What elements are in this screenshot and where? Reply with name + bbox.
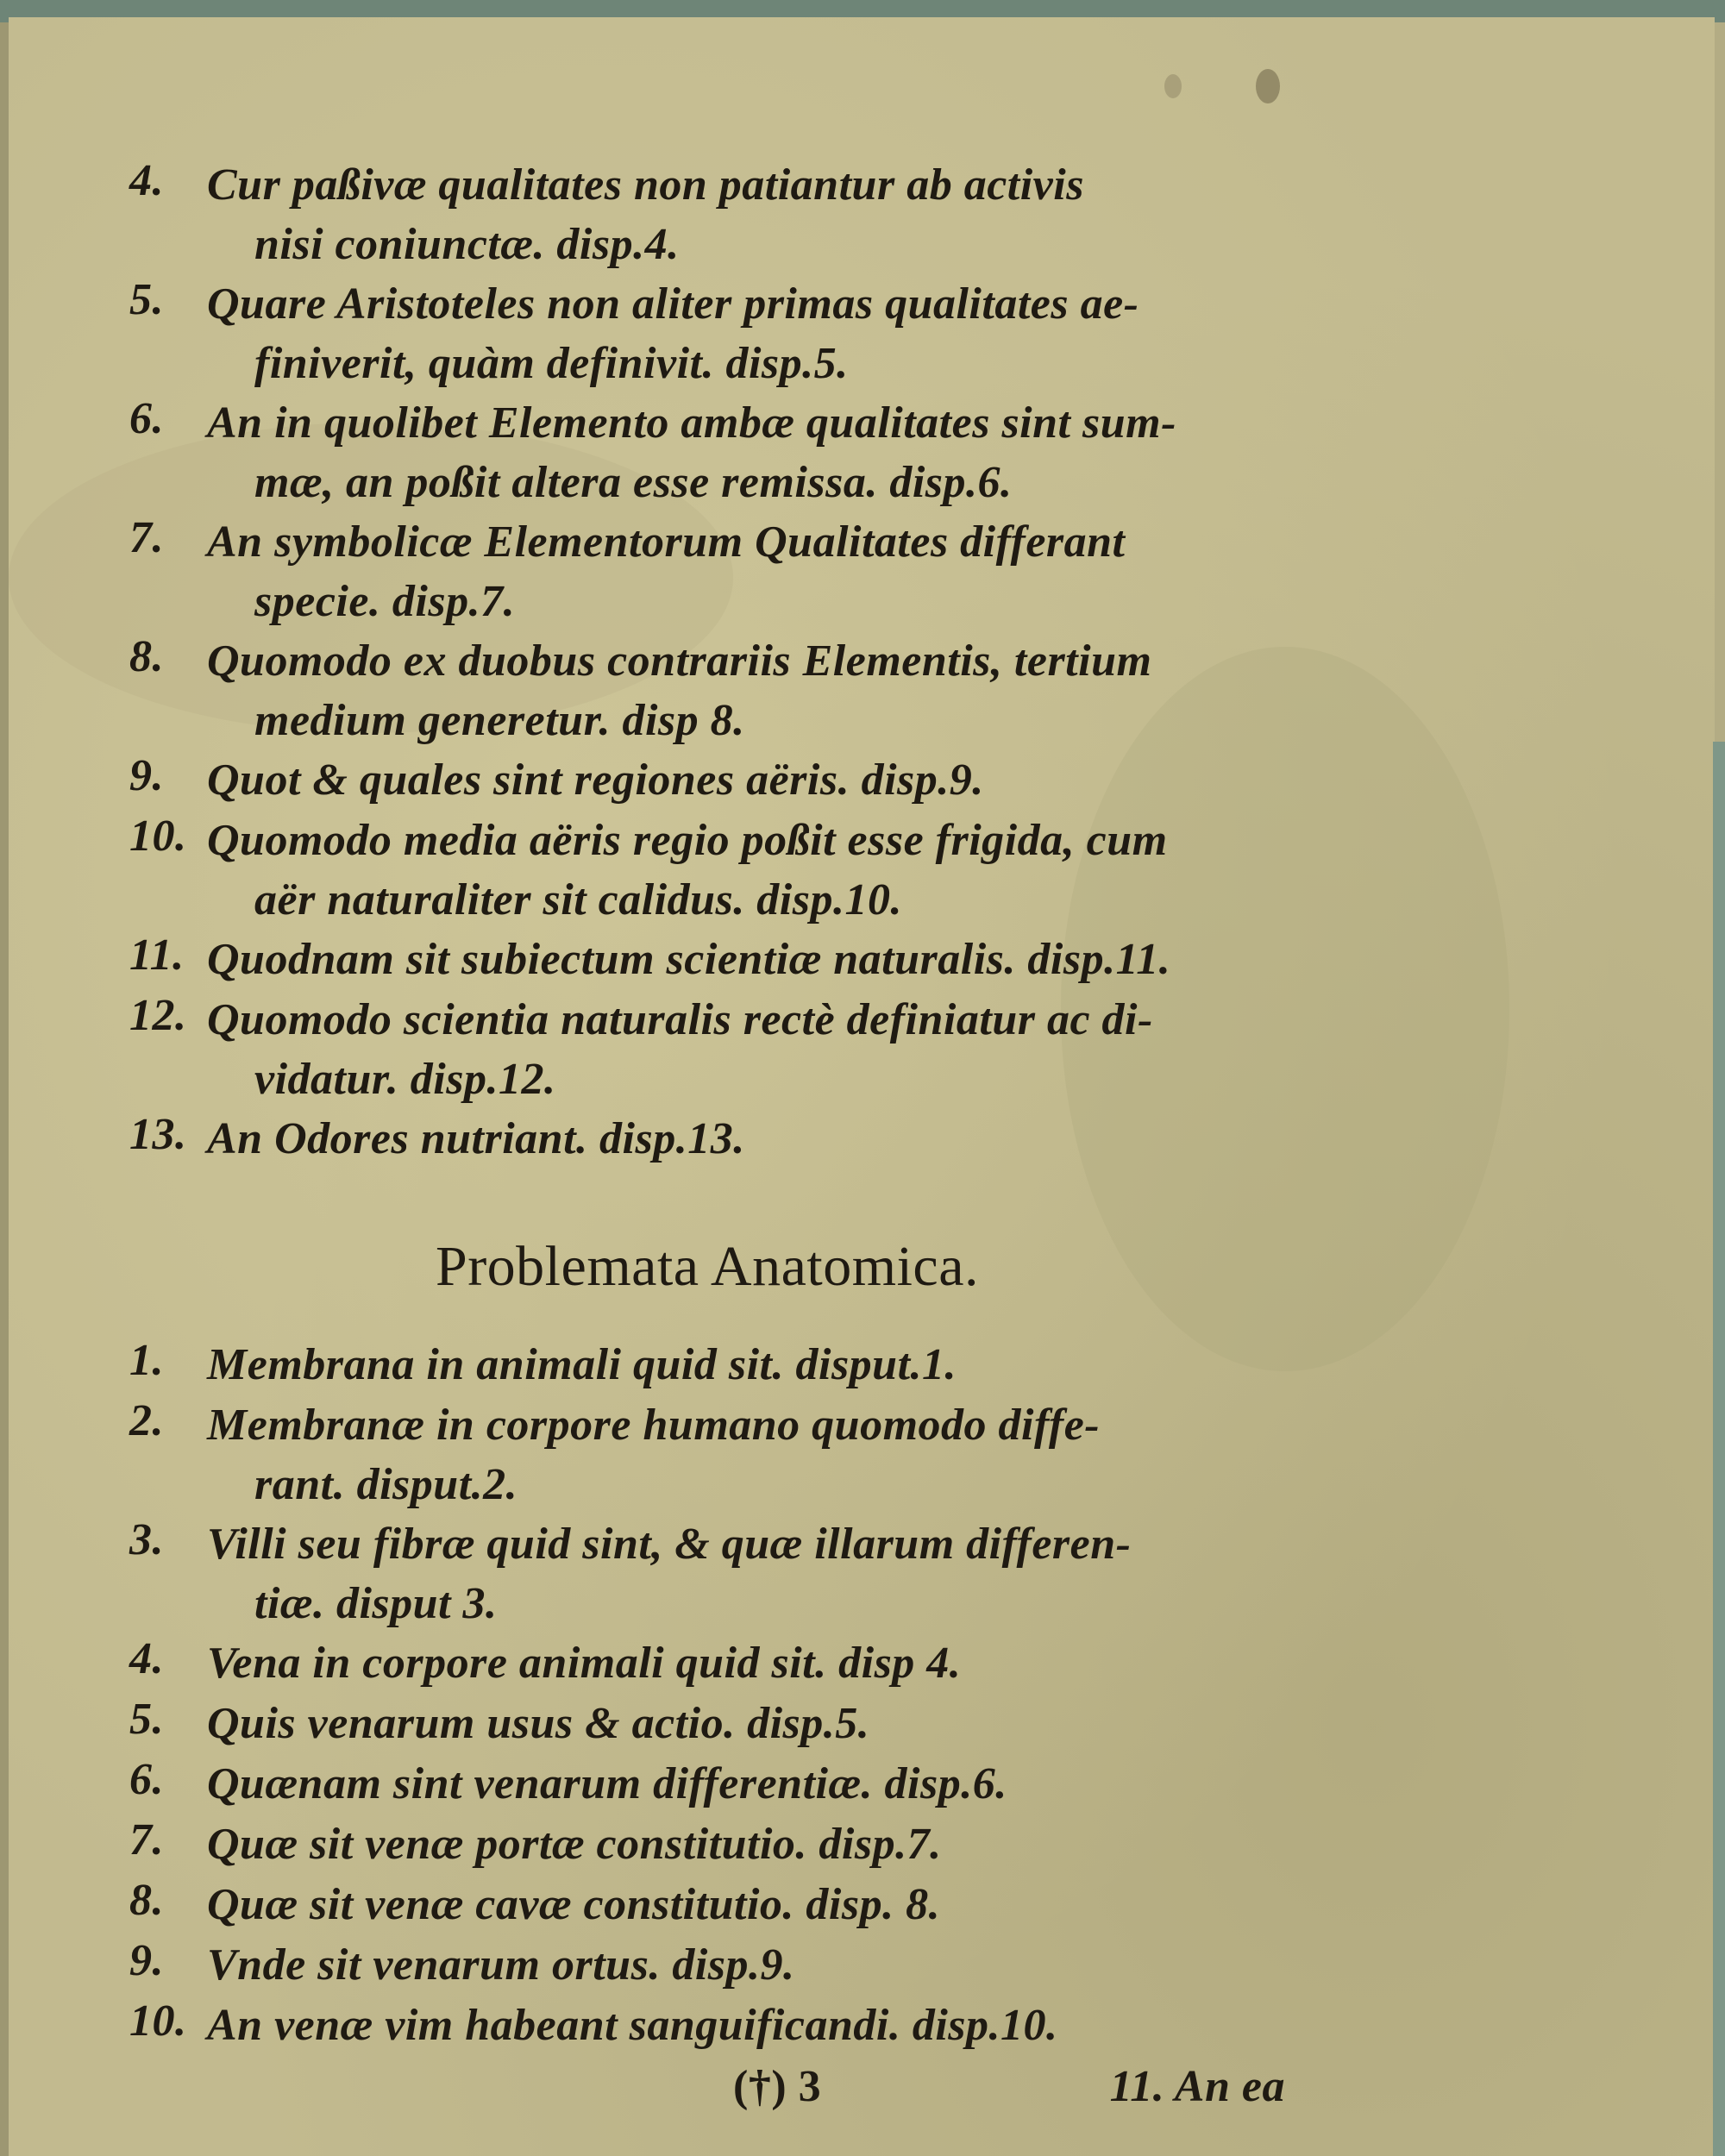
list-item — [129, 512, 1285, 631]
item-number: 2. — [129, 1396, 164, 1445]
natural-problems-list — [129, 155, 1285, 1169]
list-item — [129, 1754, 1285, 1814]
item-text: Quomodo scientia naturalis rectè definiatur ac di- — [207, 995, 1153, 1044]
item-text: Quæ sit venæ portæ constitutio. disp.7. — [207, 1820, 942, 1869]
list-item — [129, 1395, 1285, 1514]
item-number: 12. — [129, 991, 187, 1040]
item-text: Membrana in animali quid sit. disput.1. — [207, 1340, 957, 1389]
item-number: 9. — [129, 751, 164, 800]
item-text: An symbolicæ Elementorum Qualitates differant — [207, 517, 1126, 567]
item-number: 4. — [129, 156, 164, 205]
list-item — [129, 930, 1285, 990]
list-item — [129, 631, 1285, 750]
item-number: 10. — [129, 812, 187, 861]
item-text: Quare Aristoteles non aliter primas qualitates ae- — [207, 279, 1139, 329]
list-item — [129, 811, 1285, 930]
list-item — [129, 1694, 1285, 1754]
list-item — [129, 1109, 1285, 1169]
item-number: 13. — [129, 1110, 187, 1159]
item-text: An venæ vim habeant sanguificandi. disp.10. — [207, 2001, 1058, 2050]
list-item — [129, 1875, 1285, 1935]
item-text: Cur paßivæ qualitates non patiantur ab activis — [207, 160, 1084, 210]
item-number: 6. — [129, 394, 164, 443]
item-number: 8. — [129, 632, 164, 681]
item-number: 7. — [129, 513, 164, 562]
book-page — [9, 17, 1715, 2156]
item-text: Villi seu fibræ quid sint, & quæ illarum differen- — [207, 1520, 1132, 1569]
item-number: 9. — [129, 1936, 164, 1985]
list-item — [129, 393, 1285, 512]
list-item — [129, 274, 1285, 393]
item-text-continued: specie. disp.7. — [254, 577, 516, 626]
item-number: 7. — [129, 1815, 164, 1865]
item-number: 5. — [129, 1695, 164, 1744]
list-item — [129, 1633, 1285, 1694]
list-item — [129, 1935, 1285, 1996]
table-of-contents — [129, 155, 1285, 2118]
item-text: Quot & quales sint regiones aëris. disp.9. — [207, 755, 984, 805]
item-number: 8. — [129, 1876, 164, 1925]
item-text: An in quolibet Elemento ambæ qualitates sint sum- — [207, 398, 1176, 448]
item-text-continued: nisi coniunctæ. disp.4. — [254, 220, 680, 269]
list-item — [129, 1514, 1285, 1633]
list-item — [129, 155, 1285, 274]
item-number: 5. — [129, 275, 164, 324]
signature-mark: (†) 3 — [733, 2062, 822, 2111]
anatomical-problems-list — [129, 1335, 1285, 2056]
item-text: Quænam sint venarum differentiæ. disp.6. — [207, 1759, 1007, 1808]
scan-left-edge — [0, 0, 9, 2156]
item-number: 6. — [129, 1755, 164, 1804]
item-text: Vnde sit venarum ortus. disp.9. — [207, 1940, 795, 1990]
item-number: 1. — [129, 1336, 164, 1385]
list-item — [129, 1335, 1285, 1395]
item-text: Quomodo ex duobus contrariis Elementis, tertium — [207, 636, 1152, 686]
item-text: Quodnam sit subiectum scientiæ naturalis. disp.11. — [207, 935, 1171, 984]
item-text: An Odores nutriant. disp.13. — [207, 1114, 745, 1163]
item-text-continued: aër naturaliter sit calidus. disp.10. — [254, 875, 902, 924]
item-number: 10. — [129, 1996, 187, 2046]
item-text: Quomodo media aëris regio poßit esse frigida, cum — [207, 816, 1168, 865]
mount-right-edge — [1713, 742, 1725, 2156]
item-text: Quis venarum usus & actio. disp.5. — [207, 1699, 870, 1748]
list-item — [129, 750, 1285, 811]
list-item — [129, 1996, 1285, 2056]
list-item — [129, 1814, 1285, 1875]
page-footer — [129, 2056, 1285, 2118]
catchword: 11. An ea — [1109, 2062, 1285, 2111]
item-number: 11. — [129, 931, 185, 980]
item-text-continued: finiverit, quàm definivit. disp.5. — [254, 339, 849, 388]
item-text: Membranæ in corpore humano quomodo diffe- — [207, 1401, 1101, 1450]
item-text: Quæ sit venæ cavæ constitutio. disp. 8. — [207, 1880, 941, 1929]
item-text-continued: vidatur. disp.12. — [254, 1055, 556, 1104]
item-number: 4. — [129, 1634, 164, 1683]
item-text-continued: mæ, an poßit altera esse remissa. disp.6. — [254, 458, 1013, 507]
item-text: Vena in corpore animali quid sit. disp 4. — [207, 1639, 962, 1688]
item-text-continued: tiæ. disput 3. — [254, 1579, 498, 1628]
item-text-continued: medium generetur. disp 8. — [254, 696, 745, 745]
item-number: 3. — [129, 1515, 164, 1564]
list-item — [129, 990, 1285, 1109]
item-text-continued: rant. disput.2. — [254, 1460, 518, 1509]
section-heading: Problemata Anatomica. — [436, 1235, 979, 1298]
